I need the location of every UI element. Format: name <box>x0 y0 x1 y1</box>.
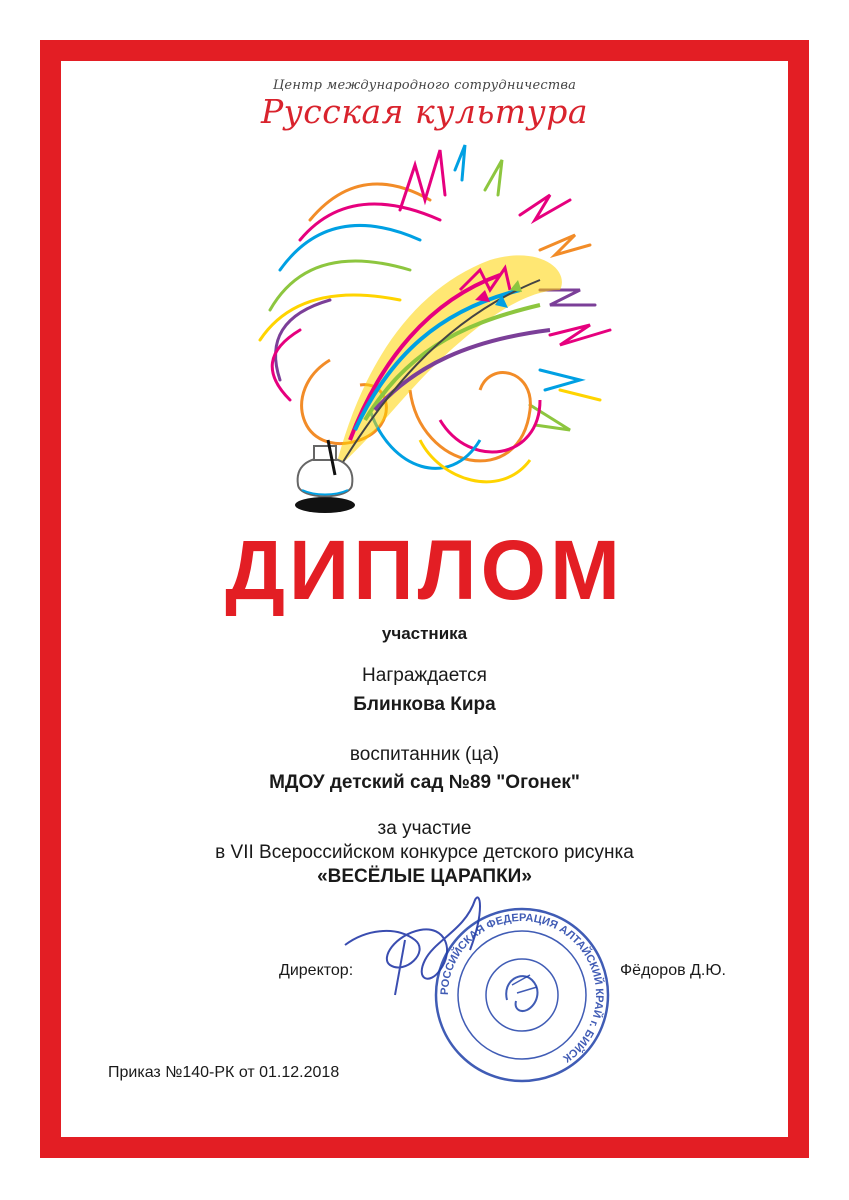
org-logo-name: Русская культура <box>260 92 589 131</box>
director-name: Фёдоров Д.Ю. <box>620 962 726 979</box>
contest-description: в VII Всероссийском конкурсе детского рисунка <box>215 842 634 863</box>
quill-inkwell-emblem <box>240 140 630 535</box>
awarded-label: Награждается <box>362 665 487 686</box>
contest-name: «ВЕСЁЛЫЕ ЦАРАПКИ» <box>317 866 532 887</box>
institution-name: МДОУ детский сад №89 "Огонек" <box>269 772 580 793</box>
svg-text:РОССИЙСКАЯ ФЕДЕРАЦИЯ АЛТАЙСКИЙ <box>439 912 605 1065</box>
diploma-title: ДИПЛОМ <box>225 523 624 617</box>
for-label: за участие <box>377 818 472 839</box>
order-reference: Приказ №140-РК от 01.12.2018 <box>108 1064 340 1081</box>
org-subtitle: Центр международного сотрудничества <box>272 78 577 93</box>
diploma-kind: участника <box>381 624 468 643</box>
official-stamp <box>432 905 612 1085</box>
role-label: воспитанник (ца) <box>349 744 500 765</box>
director-label: Директор: <box>279 962 354 979</box>
stamp-ring-text: РОССИЙСКАЯ ФЕДЕРАЦИЯ АЛТАЙСКИЙ КРАЙ г. БИЙСК <box>438 911 606 1065</box>
recipient-name: Блинкова Кира <box>353 694 496 715</box>
